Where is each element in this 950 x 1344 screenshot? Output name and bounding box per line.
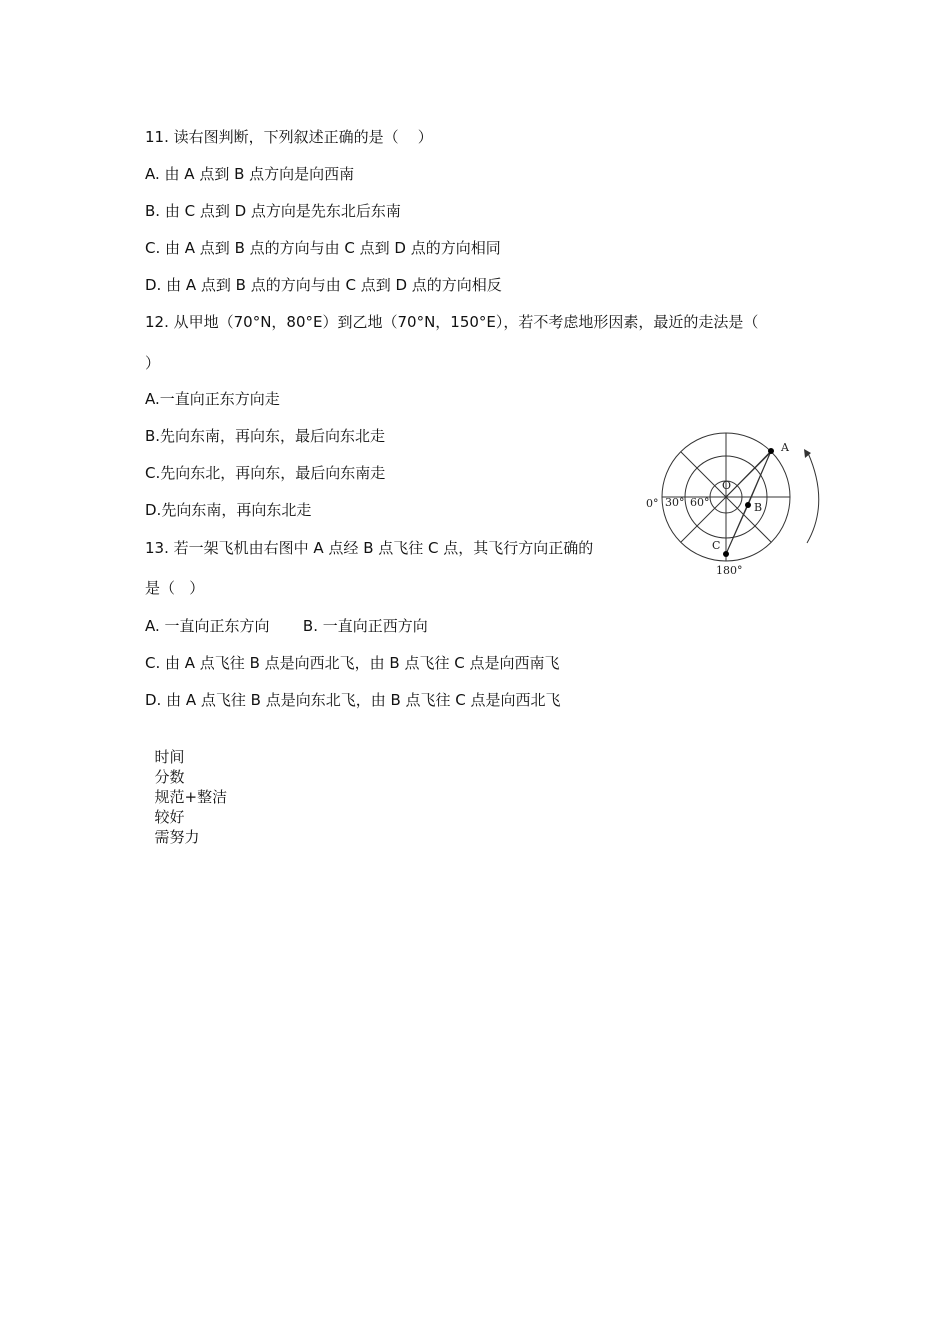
footer-needs-effort: 需努力 (154, 828, 200, 846)
point-c (723, 551, 729, 557)
label-a: A (781, 441, 789, 454)
line-a-o (726, 451, 771, 497)
q12-option-d: D.先向东南，再向东北走 (145, 501, 312, 519)
footer-neatness: 规范+整洁 (154, 788, 228, 806)
q12-option-a: A.一直向正东方向走 (145, 390, 280, 408)
label-0-deg: 0° (646, 497, 659, 510)
q13-option-c: C. 由 A 点飞往 B 点是向西北飞，由 B 点飞往 C 点是向西南飞 (145, 654, 560, 672)
rotation-arrow (807, 453, 819, 543)
q12-stem-cont: ） (145, 354, 161, 372)
q13-stem-cont: 是（ ） (145, 579, 205, 597)
label-180-deg: 180° (716, 564, 743, 577)
label-b: B (754, 501, 763, 514)
q13-option-d: D. 由 A 点飞往 B 点是向东北飞，由 B 点飞往 C 点是向西北飞 (145, 691, 561, 709)
q12-stem: 12. 从甲地（70°N，80°E）到乙地（70°N，150°E），若不考虑地形因素，最近的走法是（ (145, 313, 759, 331)
q11-option-d: D. 由 A 点到 B 点的方向与由 C 点到 D 点的方向相反 (145, 276, 502, 294)
label-60-deg: 60° (690, 496, 710, 509)
point-a (768, 448, 774, 454)
polar-map-figure (640, 425, 825, 580)
q11-stem: 11. 读右图判断，下列叙述正确的是（ ） (145, 128, 433, 146)
point-b (745, 502, 751, 508)
footer-score: 分数 (154, 768, 185, 786)
q11-option-a: A. 由 A 点到 B 点方向是向西南 (145, 165, 355, 183)
q12-option-b: B.先向东南，再向东，最后向东北走 (145, 427, 386, 445)
q11-option-c: C. 由 A 点到 B 点的方向与由 C 点到 D 点的方向相同 (145, 239, 501, 257)
label-c: C (712, 539, 721, 552)
scoring-row (145, 727, 252, 847)
polar-map-svg (640, 425, 825, 580)
q13-stem: 13. 若一架飞机由右图中 A 点经 B 点飞往 C 点，其飞行方向正确的 (145, 539, 594, 557)
footer-time: 时间 (154, 748, 185, 766)
q13-option-ab: A. 一直向正东方向 B. 一直向正西方向 (145, 617, 428, 635)
q12-option-c: C.先向东北，再向东，最后向东南走 (145, 464, 386, 482)
footer-good: 较好 (154, 808, 185, 826)
label-o: O (722, 479, 732, 492)
label-30-deg: 30° (665, 496, 685, 509)
q11-option-b: B. 由 C 点到 D 点方向是先东北后东南 (145, 202, 401, 220)
